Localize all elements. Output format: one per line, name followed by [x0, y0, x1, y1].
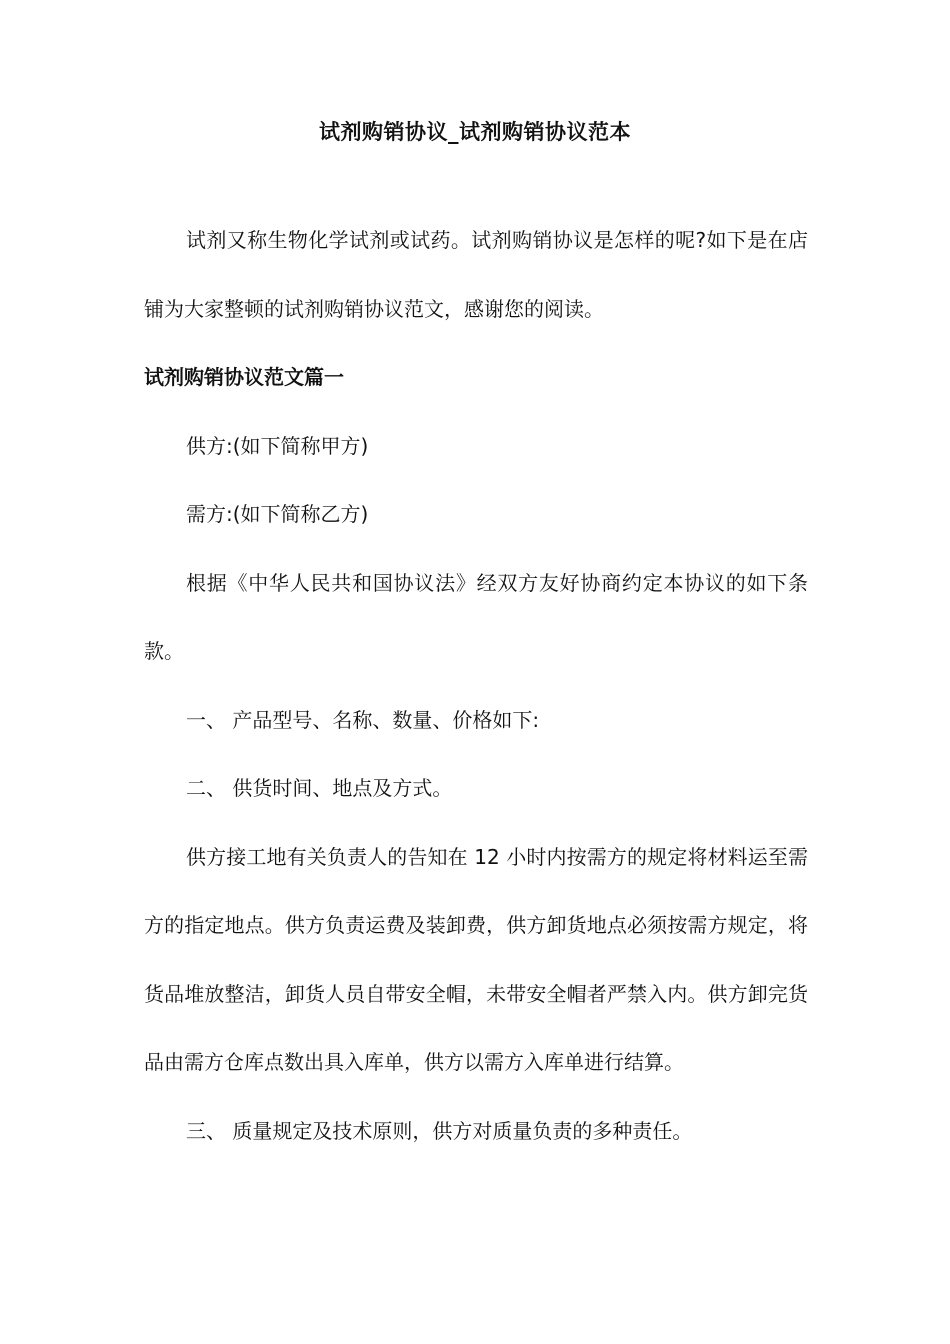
clause-three: 三、 质量规定及技术原则，供方对质量负责的多种责任。	[186, 1118, 693, 1143]
document-body	[144, 206, 808, 1165]
clause-two: 二、 供货时间、地点及方式。	[186, 776, 453, 800]
section-heading: 试剂购销协议范文篇一	[144, 365, 344, 389]
delivery-paragraph: 供方接工地有关负责人的告知在 12 小时内按需方的规定将材料运至需方的指定地点。供方负责运费及装卸费，供方卸货地点必须按需方规定，将货品堆放整洁，卸货人员自带安全帽，未带安全帽者严禁入内。供方卸完货品由需方仓库点数出具入库单，供方以需方入库单进行结算。	[144, 844, 808, 1074]
document-title: 试剂购销协议_试剂购销协议范本	[319, 120, 631, 144]
buyer-line: 需方:(如下简称乙方)	[186, 502, 369, 526]
clause-one: 一、 产品型号、名称、数量、价格如下:	[186, 707, 540, 732]
supplier-line: 供方:(如下简称甲方)	[186, 433, 369, 458]
intro-paragraph: 试剂又称生物化学试剂或试药。试剂购销协议是怎样的呢?如下是在店铺为大家整顿的试剂购销协议范文，感谢您的阅读。	[144, 228, 808, 321]
contract-basis-paragraph: 根据《中华人民共和国协议法》经双方友好协商约定本协议的如下条款。	[144, 570, 808, 663]
